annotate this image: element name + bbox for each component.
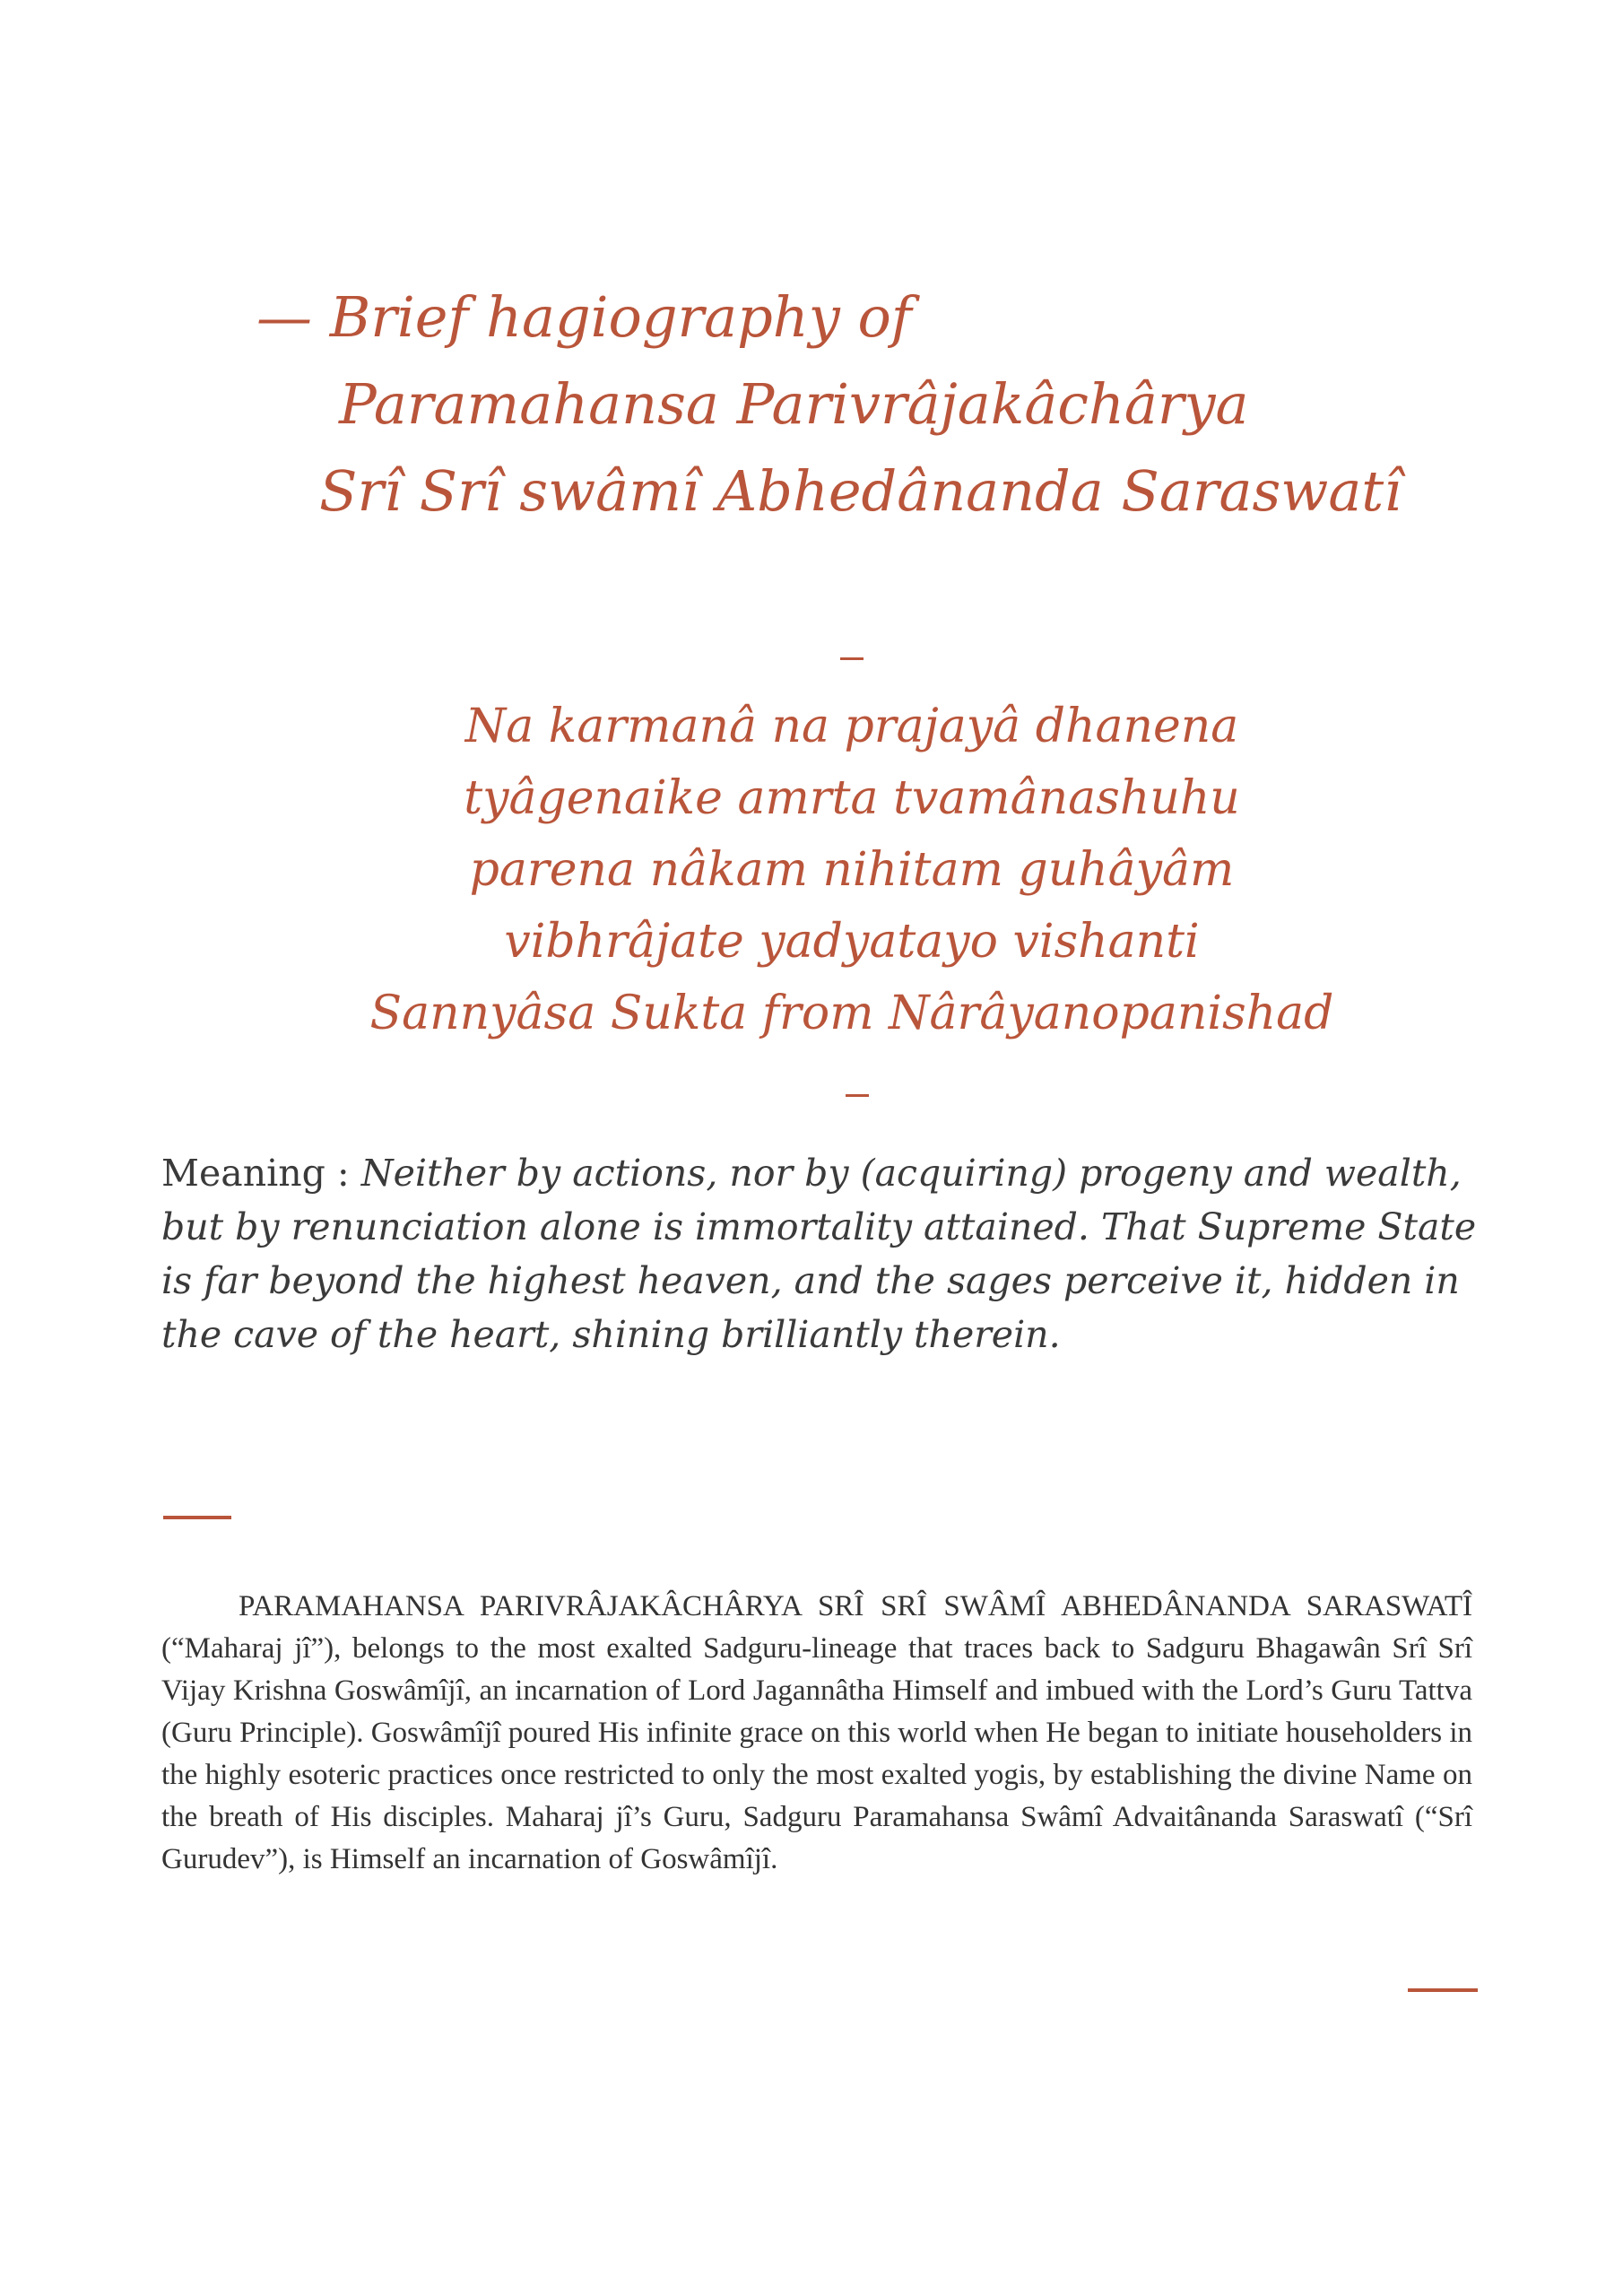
title-line-3: Srî Srî swâmî Abhedânanda Saraswatî xyxy=(319,458,1402,524)
verse-line: tyâgenaike amrta tvamânashuhu xyxy=(464,771,1240,825)
page-title xyxy=(256,274,1402,535)
body-paragraph: PARAMAHANSA PARIVRÂJAKÂCHÂRYA SRÎ SRÎ SWÂMÎ ABHEDÂNANDA SARASWATÎ (“Maharaj jî”), belongs to the most exalted Sadguru-lineage that traces back to Sadguru Bhagawân Srî Srî Vijay Krishna Goswâmîjî, an incarnation of Lord Jagannâtha Himself and imbued with the Lord’s Guru Tattva (Guru Principle). Goswâmîjî poured His infinite grace on this world when He began to initiate householders in the highly esoteric practices once restricted to only the most exalted yogis, by establishing the divine Name on the breath of His disciples. Maharaj jî’s Guru, Sadguru Paramahansa Swâmî Advaitânanda Saraswatî (“Srî Gurudev”), is Himself an incarnation of Goswâmîjî. xyxy=(161,1590,1472,1875)
meaning-paragraph xyxy=(161,1146,1480,1361)
verse-block xyxy=(341,691,1363,1049)
verse-bottom-dash xyxy=(846,1094,869,1097)
section-divider-bottom xyxy=(1408,1988,1478,1992)
verse-line: parena nâkam nihitam guhâyâm xyxy=(469,843,1235,897)
verse-source: Sannyâsa Sukta from Nârâyanopanishad xyxy=(369,987,1334,1040)
title-line-1: — Brief hagiography of xyxy=(256,284,912,350)
meaning-text: Neither by actions, nor by (acquiring) progeny and wealth, but by renunciation alone is immortality attained. That Supreme State is far beyond the highest heaven, and the sages perceive it, hidden in the cave of the heart, shining brilliantly therein. xyxy=(161,1152,1477,1356)
verse-top-dash xyxy=(840,657,864,660)
meaning-label: Meaning : xyxy=(161,1152,361,1195)
title-line-2: Paramahansa Parivrâjakâchârya xyxy=(339,371,1249,437)
verse-line: vibhrâjate yadyatayo vishanti xyxy=(504,915,1200,969)
verse-line: Na karmanâ na prajayâ dhanena xyxy=(464,700,1239,753)
section-divider-top xyxy=(163,1516,231,1519)
